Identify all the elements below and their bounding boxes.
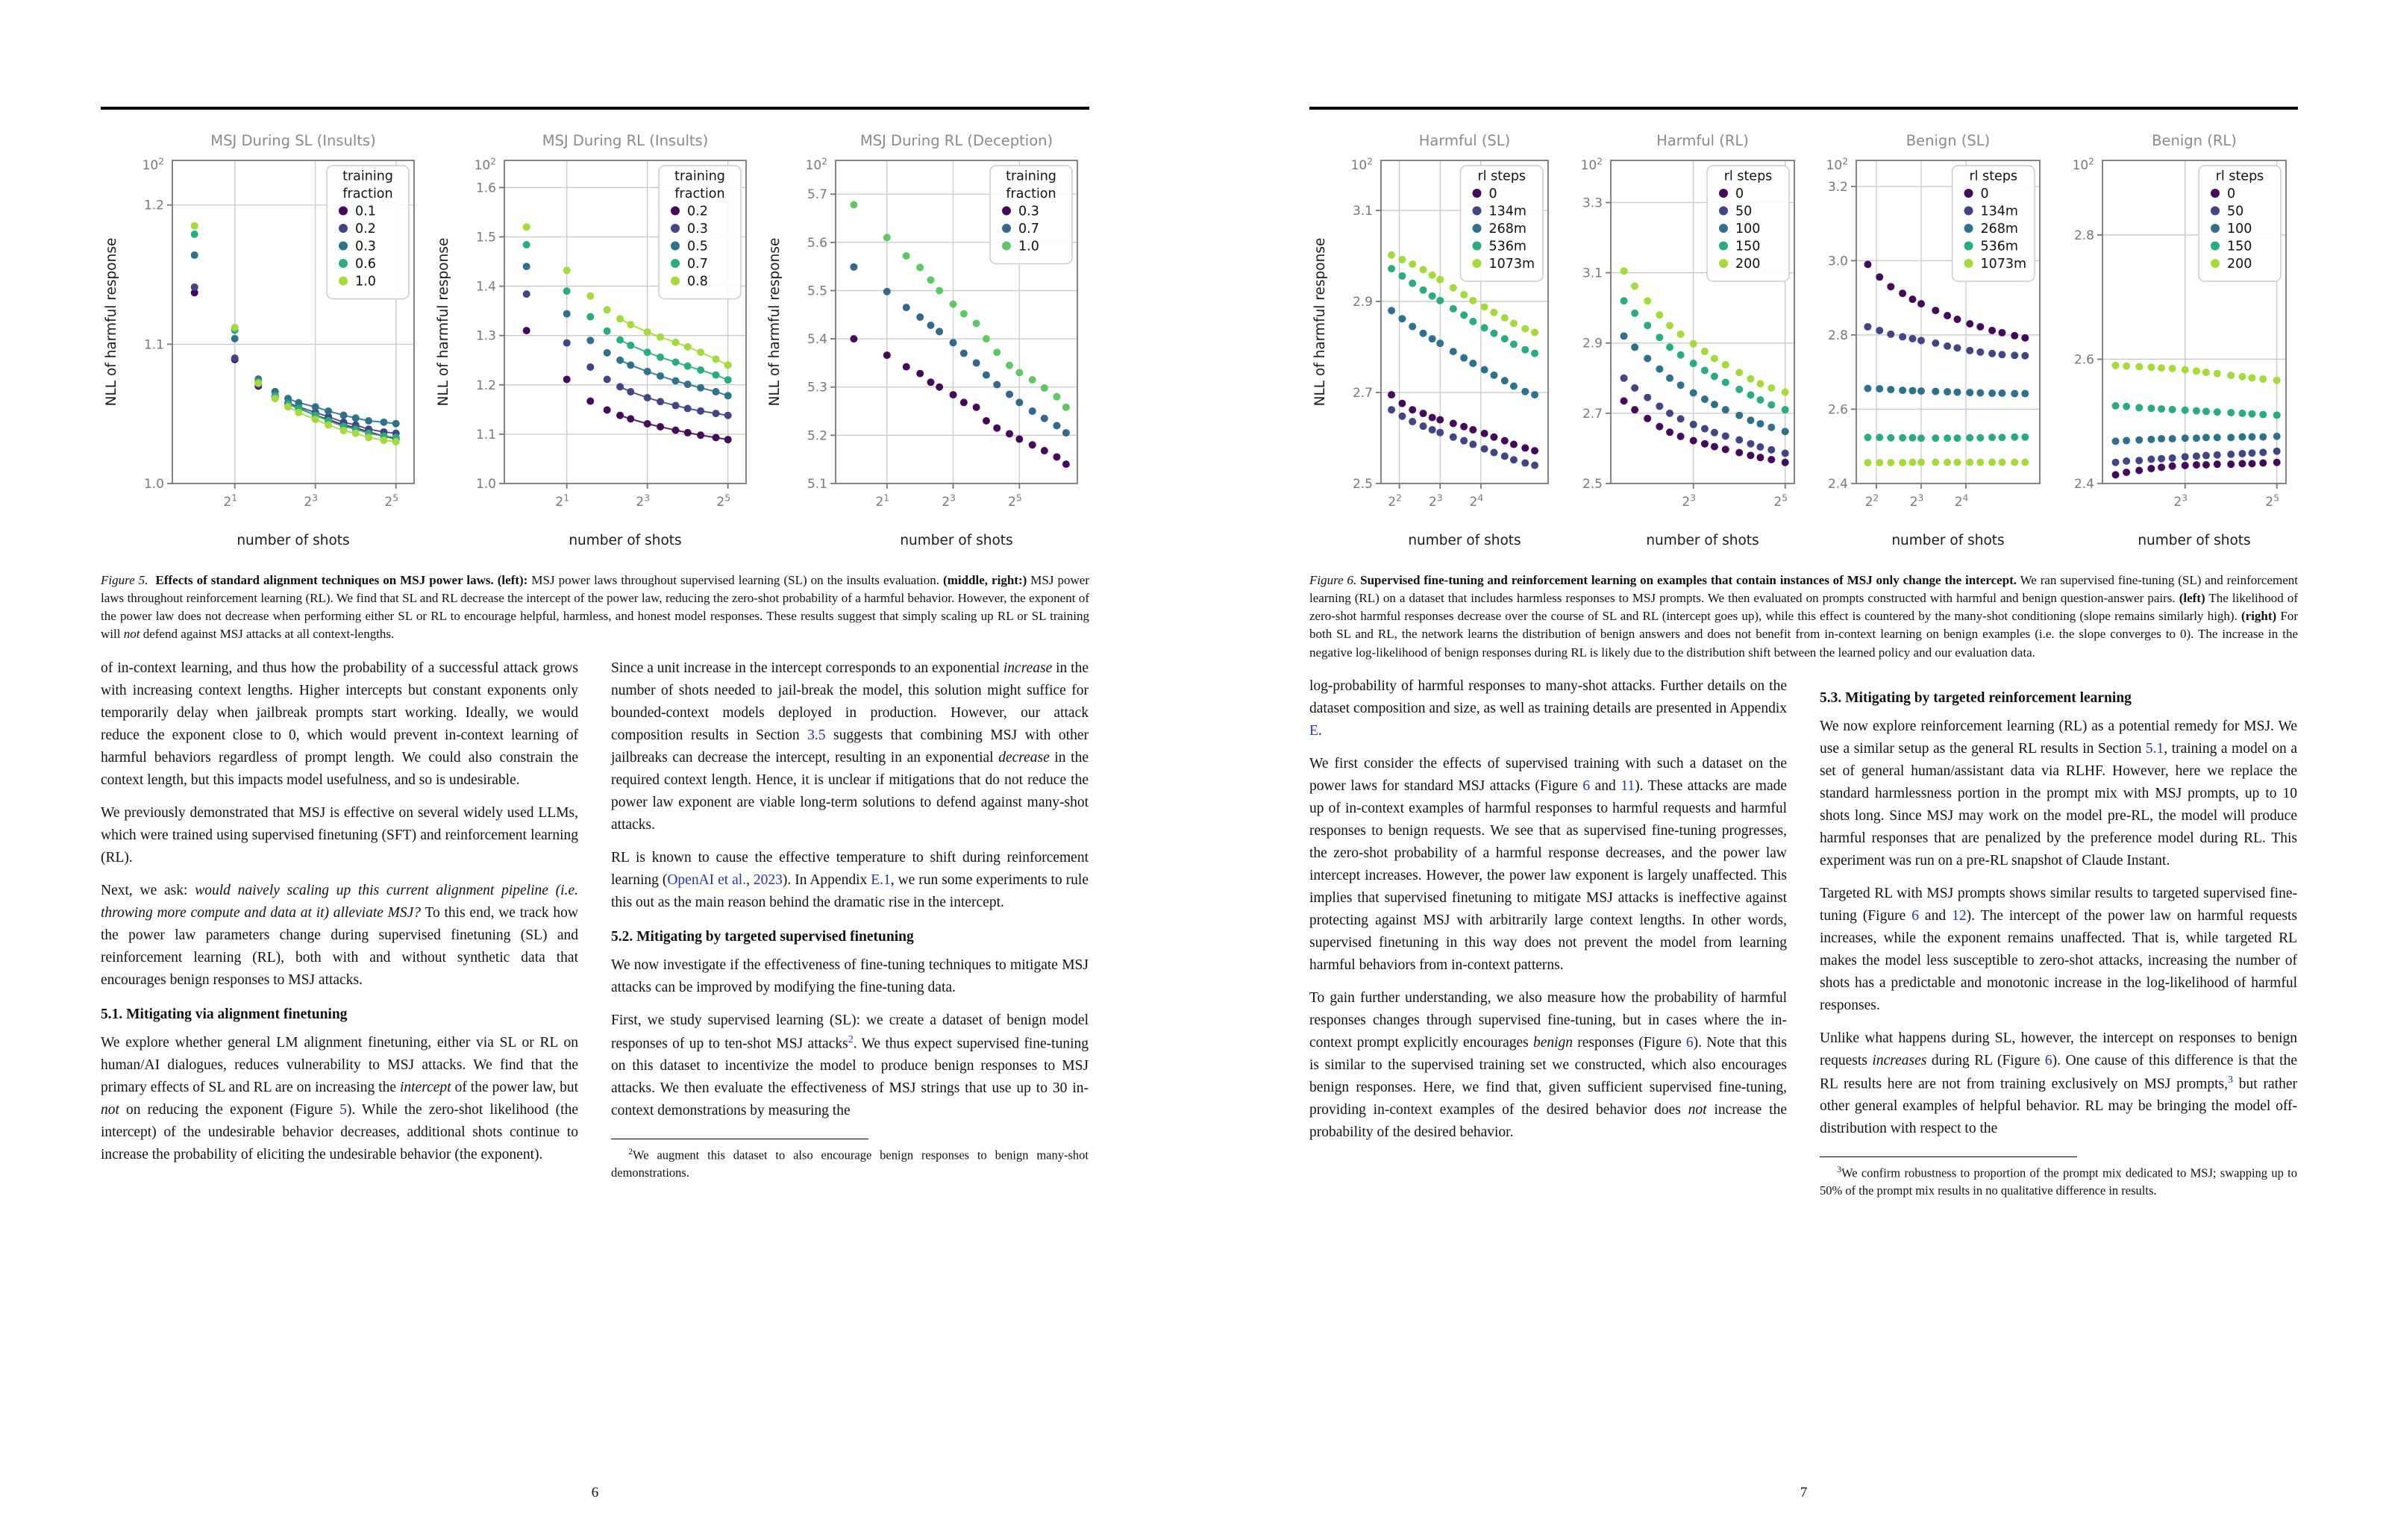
svg-text:5.2: 5.2 bbox=[807, 428, 827, 444]
paragraph: Next, we ask: would naively scaling up this current alignment pipeline (i.e. throwing more compute and data at it) alleviate MSJ? To this end, we track how the power law parameters change during supervised finetuning (SL) and reinforcement learning (RL), both with and without synthetic data that encourages benign responses to MSJ attacks. bbox=[101, 882, 578, 988]
page-6-right-column bbox=[611, 657, 1089, 1182]
svg-text:0.7: 0.7 bbox=[686, 257, 708, 272]
paragraph: We first consider the effects of supervised training with such a dataset on the power laws for standard MSJ attacks (Figure 6 and 11). These attacks are made up of in-context examples of harmful responses to harmful requests and harmful responses to benign requests. We see that as supervised fine-tuning progresses, the zero-shot probability of a harmful response decreases, and the power law intercept increases. However, the power law exponent is largely unaffected. This implies that supervised finetuning to mitigate MSJ attacks is ineffective against protecting against MSJ with arbitrarily large context lengths. In other words, supervised finetuning in this way does not prevent the model from learning harmful behaviors from in-context patterns. bbox=[1309, 755, 1788, 973]
svg-text:0.8: 0.8 bbox=[686, 274, 708, 289]
svg-text:0.3: 0.3 bbox=[686, 222, 708, 237]
svg-text:0.1: 0.1 bbox=[355, 204, 376, 219]
chart-msj-during-sl-insults bbox=[101, 126, 426, 555]
svg-text:2.5: 2.5 bbox=[1352, 477, 1373, 492]
footnote-text: $^2$We augment this dataset to also encourage benign responses to benign many-shot demonstrations. bbox=[611, 1146, 1089, 1180]
svg-text:1.5: 1.5 bbox=[475, 230, 496, 245]
svg-text:100: 100 bbox=[2226, 222, 2252, 237]
svg-text:1073m: 1073m bbox=[1488, 257, 1535, 272]
chart-msj-during-rl-insults bbox=[433, 126, 758, 555]
paragraph: Unlike what happens during SL, however, the intercept on responses to benign requests increases during RL (Figure 6). One cause of this difference is that the RL results here are not from training exclusively on MSJ prompts,$^3$ but rather other general examples of helpful behavior. RL may be bringing the model off-distribution with respect to the bbox=[1820, 1030, 2297, 1137]
paragraph: of in-context learning, and thus how the probability of a successful attack grows with increasing context lengths. Higher intercepts but constant exponents only temporarily delay when jailbreak prompts start working. Ideally, we would reduce the exponent close to 0, which would prevent in-context learning of harmful behaviors regardless of prompt length. We could also constrain the context length, but this impacts model usefulness, and so is undesirable. bbox=[101, 660, 578, 788]
svg-text:5.5: 5.5 bbox=[807, 284, 827, 299]
reference-link[interactable]: 6 bbox=[1911, 907, 1919, 924]
svg-text:5.3: 5.3 bbox=[807, 380, 827, 395]
svg-text:0.3: 0.3 bbox=[355, 239, 376, 254]
reference-link[interactable]: 3 bbox=[2227, 1073, 2233, 1086]
reference-link[interactable]: 6 bbox=[1685, 1034, 1694, 1051]
svg-text:NLL of harmful response: NLL of harmful response bbox=[1312, 237, 1328, 407]
svg-text:1.0: 1.0 bbox=[143, 477, 164, 492]
svg-text:MSJ During RL (Insults): MSJ During RL (Insults) bbox=[542, 132, 708, 149]
svg-text:25: $2^5$ bbox=[384, 492, 399, 510]
reference-link[interactable]: 6 bbox=[1582, 777, 1591, 794]
section-heading: 5.1. Mitigating via alignment finetuning bbox=[101, 1006, 348, 1022]
svg-text:training: training bbox=[342, 169, 393, 184]
chart-canvas bbox=[101, 126, 426, 555]
svg-text:3.0: 3.0 bbox=[1828, 254, 1849, 269]
svg-text:1073m: 1073m bbox=[1980, 257, 2027, 272]
svg-text:MSJ During RL (Deception): MSJ During RL (Deception) bbox=[859, 132, 1053, 149]
svg-text:22: $2^2$ bbox=[1388, 492, 1402, 510]
svg-text:102: $10^2$ bbox=[2072, 156, 2094, 173]
svg-text:2.7: 2.7 bbox=[1352, 386, 1373, 401]
svg-text:24: $2^4$ bbox=[1469, 492, 1484, 510]
svg-text:number of shots: number of shots bbox=[900, 533, 1013, 548]
svg-text:1.4: 1.4 bbox=[475, 279, 496, 295]
svg-text:number of shots: number of shots bbox=[237, 533, 350, 548]
svg-text:3.1: 3.1 bbox=[1582, 266, 1603, 281]
figure-6-row bbox=[1309, 126, 2298, 555]
chart-canvas bbox=[1811, 126, 2052, 555]
svg-text:training: training bbox=[1006, 169, 1056, 184]
svg-text:0.5: 0.5 bbox=[686, 239, 708, 254]
svg-text:3.2: 3.2 bbox=[1828, 179, 1849, 195]
svg-text:2.6: 2.6 bbox=[1828, 402, 1849, 418]
svg-text:NLL of harmful response: NLL of harmful response bbox=[104, 237, 119, 407]
footnote bbox=[1820, 1156, 2297, 1199]
chart-msj-during-rl-deception bbox=[764, 126, 1089, 555]
svg-text:0: 0 bbox=[1980, 187, 1989, 201]
footnote-text: $^3$We confirm robustness to proportion of the prompt mix dedicated to MSJ; swapping up to 50% of the prompt mix results in no qualitative difference in results. bbox=[1820, 1164, 2297, 1198]
svg-text:50: 50 bbox=[2226, 204, 2244, 219]
page-number-6: 6 bbox=[591, 1485, 599, 1500]
svg-text:102: $10^2$ bbox=[805, 156, 827, 173]
chart-canvas bbox=[1309, 126, 1560, 555]
page-7-columns bbox=[1309, 675, 2298, 1200]
svg-text:NLL of harmful response: NLL of harmful response bbox=[767, 237, 783, 407]
chart-canvas bbox=[2058, 126, 2298, 555]
reference-link[interactable]: OpenAI et al. bbox=[667, 871, 747, 888]
svg-text:2.4: 2.4 bbox=[1828, 477, 1849, 492]
chart-canvas bbox=[433, 126, 758, 555]
svg-text:23: $2^3$ bbox=[2173, 492, 2188, 510]
svg-text:25: $2^5$ bbox=[1008, 492, 1022, 510]
svg-text:102: $10^2$ bbox=[1350, 156, 1373, 173]
svg-text:102: $10^2$ bbox=[142, 156, 164, 173]
reference-link[interactable]: 5.1 bbox=[2145, 740, 2164, 757]
svg-text:200: 200 bbox=[2226, 257, 2252, 272]
svg-text:102: $10^2$ bbox=[1580, 156, 1603, 173]
paragraph: log-probability of harmful responses to many-shot attacks. Further details on the dataset composition and size, as well as training details are presented in Appendix E. bbox=[1309, 677, 1787, 739]
svg-text:number of shots: number of shots bbox=[1645, 533, 1759, 548]
svg-text:25: $2^5$ bbox=[2265, 492, 2279, 510]
svg-text:1.0: 1.0 bbox=[475, 477, 496, 492]
svg-text:2.9: 2.9 bbox=[1582, 336, 1603, 351]
svg-text:NLL of harmful response: NLL of harmful response bbox=[435, 237, 451, 407]
svg-text:0.2: 0.2 bbox=[355, 222, 376, 237]
svg-text:268m: 268m bbox=[1980, 222, 2019, 237]
header-rule bbox=[1309, 107, 2298, 110]
svg-text:rl steps: rl steps bbox=[1477, 169, 1526, 184]
svg-text:number of shots: number of shots bbox=[1408, 533, 1521, 548]
svg-text:268m: 268m bbox=[1488, 222, 1526, 237]
svg-text:fraction: fraction bbox=[342, 187, 393, 201]
svg-text:134m: 134m bbox=[1488, 204, 1526, 219]
svg-text:1.2: 1.2 bbox=[143, 198, 164, 213]
svg-text:25: $2^5$ bbox=[1773, 492, 1788, 510]
paragraph: We previously demonstrated that MSJ is effective on several widely used LLMs, which were trained using supervised finetuning (SFT) and reinforcement learning (RL). bbox=[101, 804, 578, 866]
svg-text:1.1: 1.1 bbox=[143, 337, 164, 353]
svg-text:100: 100 bbox=[1735, 222, 1761, 237]
footnote-rule bbox=[1820, 1156, 2077, 1157]
page-7-right-column bbox=[1820, 675, 2297, 1200]
page-6-left-column bbox=[101, 657, 578, 1182]
svg-text:5.6: 5.6 bbox=[807, 235, 827, 251]
svg-text:1.3: 1.3 bbox=[475, 328, 496, 344]
reference-link[interactable]: 6 bbox=[2044, 1052, 2052, 1068]
svg-text:Benign (SL): Benign (SL) bbox=[1906, 132, 1991, 149]
section-heading: 5.3. Mitigating by targeted reinforcement learning bbox=[1820, 689, 2132, 706]
svg-text:number of shots: number of shots bbox=[2138, 533, 2251, 548]
svg-text:MSJ During SL (Insults): MSJ During SL (Insults) bbox=[210, 132, 376, 149]
chart-benign-sl bbox=[1811, 126, 2052, 555]
svg-text:2.7: 2.7 bbox=[1582, 406, 1603, 422]
svg-text:2.5: 2.5 bbox=[1582, 477, 1603, 492]
svg-text:102: $10^2$ bbox=[474, 156, 496, 173]
svg-text:1.6: 1.6 bbox=[475, 181, 496, 196]
svg-text:2.4: 2.4 bbox=[2073, 477, 2094, 492]
paragraph: Since a unit increase in the intercept corresponds to an exponential increase in the number of shots needed to jail-break the model, this solution might suffice for bounded-context models deployed in production. However, our attack composition results in Section 3.5 suggests that combining MSJ with other jailbreaks can decrease the intercept, resulting in an exponential decrease in the required context length. Hence, it is unclear if mitigations that do not reduce the power law exponent are viable long-term solutions to defend against many-shot attacks. bbox=[611, 660, 1089, 833]
figure-6-caption: Figure 6. Supervised fine-tuning and reinforcement learning on examples that contain instances of MSJ only change the intercept. We ran supervised fine-tuning (SL) and reinforcement learning (RL) on a dataset that includes harmless responses to MSJ prompts. We then evaluated on prompts constructed with harmful and benign question-answer pairs. (left) The likelihood of zero-shot harmful responses decrease over the course of SL and RL (intercept goes up), while this effect is countered by the many-shot conditioning (slope remains similarly high). (right) For both SL and RL, the network learns the distribution of benign answers and does not benefit from in-context learning on benign examples (i.e. the slope converges to 0). The increase in the negative log-likelihood of benign responses during RL is likely due to the distribution shift between the learned policy and our evaluation data. bbox=[1309, 573, 2299, 660]
svg-text:23: $2^3$ bbox=[1910, 492, 1924, 510]
svg-text:2.9: 2.9 bbox=[1352, 295, 1373, 310]
svg-text:23: $2^3$ bbox=[304, 492, 319, 510]
svg-text:Benign (RL): Benign (RL) bbox=[2152, 132, 2237, 149]
svg-text:0: 0 bbox=[1735, 187, 1744, 201]
svg-text:23: $2^3$ bbox=[942, 492, 956, 510]
svg-text:150: 150 bbox=[1735, 239, 1761, 254]
header-rule bbox=[101, 107, 1089, 110]
svg-text:1.0: 1.0 bbox=[1018, 239, 1039, 254]
svg-text:23: $2^3$ bbox=[1428, 492, 1443, 510]
svg-text:number of shots: number of shots bbox=[568, 533, 682, 548]
svg-text:5.1: 5.1 bbox=[807, 477, 827, 492]
svg-text:2.8: 2.8 bbox=[2073, 228, 2094, 243]
reference-link[interactable]: 11 bbox=[1620, 777, 1635, 794]
footnote bbox=[611, 1139, 1089, 1181]
svg-text:number of shots: number of shots bbox=[1891, 533, 2005, 548]
svg-text:3.1: 3.1 bbox=[1352, 204, 1373, 219]
page-number-7: 7 bbox=[1800, 1485, 1808, 1500]
paragraph: We now investigate if the effectiveness of fine-tuning techniques to mitigate MSJ attacks can be improved by modifying the fine-tuning data. bbox=[611, 957, 1089, 995]
svg-text:rl steps: rl steps bbox=[1723, 169, 1772, 184]
chart-benign-rl bbox=[2058, 126, 2298, 555]
svg-text:training: training bbox=[674, 169, 725, 184]
svg-text:134m: 134m bbox=[1980, 204, 2019, 219]
svg-text:rl steps: rl steps bbox=[1969, 169, 2018, 184]
svg-text:Harmful (SL): Harmful (SL) bbox=[1418, 132, 1511, 149]
chart-canvas bbox=[764, 126, 1089, 555]
svg-text:2.6: 2.6 bbox=[2073, 352, 2094, 368]
page-7-left-column bbox=[1309, 675, 1787, 1200]
svg-text:50: 50 bbox=[1735, 204, 1752, 219]
svg-text:5.4: 5.4 bbox=[807, 332, 827, 348]
svg-text:22: $2^2$ bbox=[1865, 492, 1879, 510]
svg-text:21: $2^1$ bbox=[875, 492, 890, 510]
svg-text:23: $2^3$ bbox=[635, 492, 650, 510]
svg-text:0: 0 bbox=[2226, 187, 2236, 201]
paragraph: Targeted RL with MSJ prompts shows similar results to targeted supervised fine-tuning (Figure 6 and 12). The intercept of the power law on harmful requests increases, while the exponent remains unaffected. That is, while targeted RL makes the model less susceptible to zero-shot attacks, increasing the number of shots has a predictable and monotonic increase in the log-likelihood of harmful responses. bbox=[1820, 885, 2298, 1013]
svg-text:fraction: fraction bbox=[674, 187, 725, 201]
svg-text:fraction: fraction bbox=[1006, 187, 1056, 201]
svg-text:24: $2^4$ bbox=[1955, 492, 1969, 510]
reference-link[interactable]: 12 bbox=[1952, 907, 1967, 924]
svg-text:102: $10^2$ bbox=[1826, 156, 1849, 173]
svg-text:536m: 536m bbox=[1980, 239, 2019, 254]
figure-5-row bbox=[101, 126, 1089, 555]
svg-text:25: $2^5$ bbox=[715, 492, 730, 510]
svg-text:2.8: 2.8 bbox=[1828, 328, 1849, 343]
page-7 bbox=[1192, 0, 2383, 1540]
paragraph: To gain further understanding, we also measure how the probability of harmful responses changes through supervised fine-tuning, but in cases where the in-context prompt explicitly encourages benign responses (Figure 6). Note that this is similar to the supervised training set we constructed, which also encourages benign responses. Here, we find that, given sufficient supervised fine-tuning, providing in-context examples of the desired behavior does not increase the probability of the desired behavior. bbox=[1309, 989, 1787, 1140]
page-6-columns bbox=[101, 657, 1089, 1182]
svg-text:1.2: 1.2 bbox=[475, 378, 496, 393]
reference-link[interactable]: 2023 bbox=[753, 871, 783, 888]
reference-link[interactable]: 2 bbox=[848, 1033, 854, 1045]
svg-text:200: 200 bbox=[1735, 257, 1761, 272]
section-heading: 5.2. Mitigating by targeted supervised finetuning bbox=[611, 928, 914, 945]
reference-link[interactable]: E bbox=[1309, 722, 1318, 739]
svg-text:rl steps: rl steps bbox=[2215, 169, 2264, 184]
svg-text:150: 150 bbox=[2226, 239, 2252, 254]
svg-text:21: $2^1$ bbox=[223, 492, 238, 510]
reference-link[interactable]: E.1 bbox=[871, 871, 891, 888]
paragraph: We explore whether general LM alignment finetuning, either via SL or RL on human/AI dialogues, reduces vulnerability to MSJ attacks. We find that the primary effects of SL and RL are on increasing the intercept of the power law, but not on reducing the exponent (Figure 5). While the zero-shot likelihood (the intercept) of the undesirable behavior decreases, additional shots continue to increase the probability of eliciting the undesirable behavior (the exponent). bbox=[101, 1034, 578, 1162]
reference-link[interactable]: 5 bbox=[339, 1101, 347, 1118]
svg-text:0: 0 bbox=[1488, 187, 1497, 201]
svg-text:Harmful (RL): Harmful (RL) bbox=[1656, 132, 1749, 149]
svg-text:3.3: 3.3 bbox=[1582, 195, 1603, 211]
chart-harmful-sl bbox=[1309, 126, 1560, 555]
svg-text:0.6: 0.6 bbox=[355, 257, 376, 272]
svg-text:0.3: 0.3 bbox=[1018, 204, 1039, 219]
svg-text:21: $2^1$ bbox=[554, 492, 569, 510]
chart-canvas bbox=[1566, 126, 1806, 555]
figure-5-caption: Figure 5. Effects of standard alignment techniques on MSJ power laws. (left): MSJ power laws throughout supervised learning (SL) on the insults evaluation. (middle, right:) MSJ power laws throughout reinforcement learning (RL). We find that SL and RL decrease the intercept of the power law, reducing the zero-shot probability of a harmful behavior. However, the exponent of the power law does not decrease when performing either SL or RL to encourage helpful, harmless, and honest model responses. These results suggest that simply scaling up RL or SL training will not defend against MSJ attacks at all context-lengths. bbox=[101, 573, 1090, 642]
reference-link[interactable]: 3.5 bbox=[807, 727, 826, 743]
chart-harmful-rl bbox=[1566, 126, 1806, 555]
svg-text:536m: 536m bbox=[1488, 239, 1526, 254]
svg-text:0.2: 0.2 bbox=[686, 204, 708, 219]
svg-text:5.7: 5.7 bbox=[807, 187, 827, 203]
svg-text:0.7: 0.7 bbox=[1018, 222, 1039, 237]
paragraph: RL is known to cause the effective temperature to shift during reinforcement learning (OpenAI et al., 2023). In Appendix E.1, we run some experiments to rule this out as the main reason behind the dramatic rise in the intercept. bbox=[611, 849, 1089, 910]
svg-text:1.0: 1.0 bbox=[355, 274, 376, 289]
paragraph: First, we study supervised learning (SL): we create a dataset of benign model responses of up to ten-shot MSJ attacks$^2$. We thus expect supervised fine-tuning on this dataset to incentivize the model to produce benign responses to MSJ attacks. We then evaluate the effectiveness of MSJ strings that use up to 30 in-context demonstrations by measuring the bbox=[611, 1012, 1089, 1119]
svg-text:23: $2^3$ bbox=[1682, 492, 1696, 510]
paragraph: We now explore reinforcement learning (RL) as a potential remedy for MSJ. We use a similar setup as the general RL results in Section 5.1, training a model on a set of general human/assistant data via RLHF. However, here we replace the standard harmlessness portion in the prompt mix with MSJ prompts, up to 10 shots long. Since MSJ may work on the model pre-RL, the model will produce harmful responses that are penalized by the preference model during RL. This experiment was run on a pre-RL snapshot of Claude Instant. bbox=[1820, 718, 2297, 868]
svg-text:1.1: 1.1 bbox=[475, 427, 496, 442]
